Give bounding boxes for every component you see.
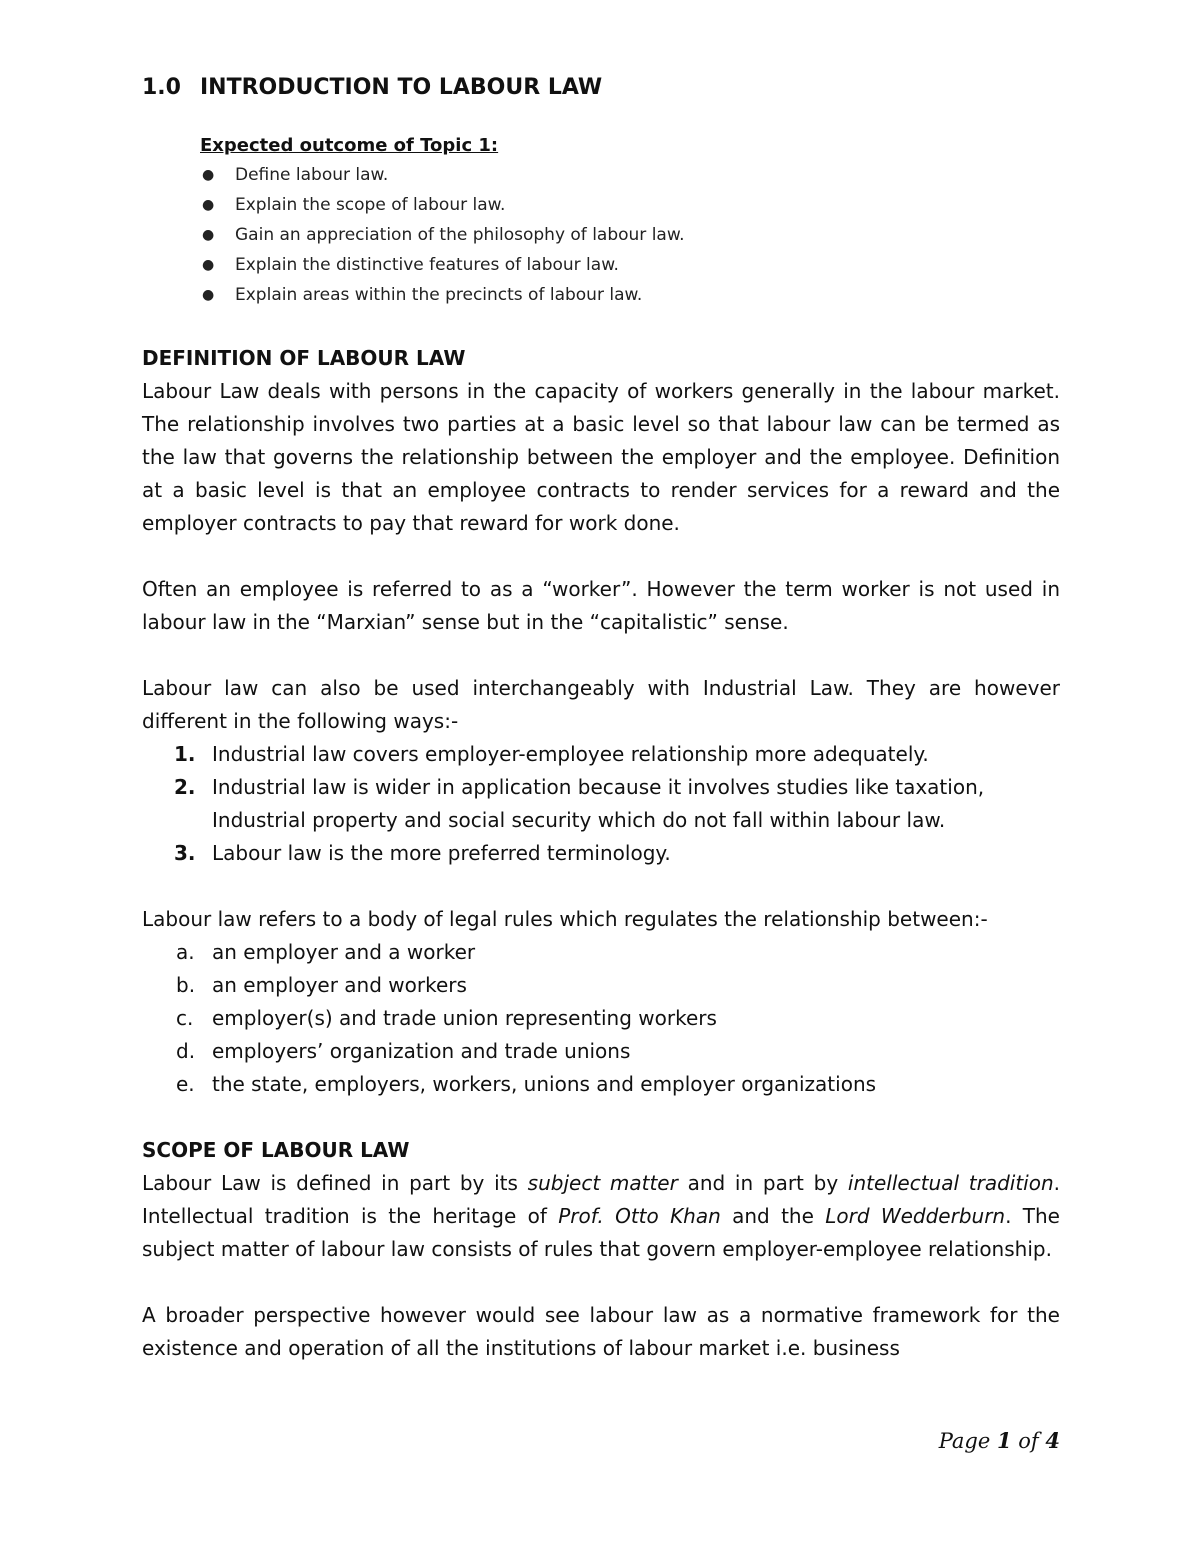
list-item: e. the state, employers, workers, unions and employer organizations: [176, 1072, 877, 1096]
list-item: a. an employer and a worker: [176, 940, 476, 964]
list-item: ● Explain areas within the precincts of labour law.: [200, 280, 1060, 310]
list-item: c. employer(s) and trade union representing workers: [176, 1006, 717, 1030]
list-item: b. an employer and workers: [176, 973, 467, 997]
definition-heading: DEFINITION OF LABOUR LAW: [142, 346, 466, 370]
section-number: 1.0: [142, 75, 181, 100]
list-item: ● Define labour law.: [200, 160, 1060, 190]
expected-outcome-title: Expected outcome of Topic 1:: [200, 135, 499, 156]
relationships-list: [142, 936, 1060, 1101]
list-item: ● Explain the distinctive features of labour law.: [200, 250, 1060, 280]
definition-paragraph-1: Labour Law deals with persons in the capacity of workers generally in the labour market. The relationship involves two parties at a basic level so that labour law can be termed as the law that governs the relationship between the employer and the employee. Definition at a basic level is that an employee contracts to render services for a reward and the employer contracts to pay that reward for work done.: [142, 379, 1060, 535]
differences-list: [142, 738, 1060, 870]
scope-paragraph-2: A broader perspective however would see labour law as a normative framework for the existence and operation of all the institutions of labour market i.e. business: [142, 1303, 1060, 1360]
scope-paragraph-1: Labour Law is defined in part by its subject matter and in part by intellectual tradition. Intellectual tradition is the heritage of Prof. Otto Khan and the Lord Wedderburn. The subject matter of labour law consists of rules that govern employer-employee relationship.: [142, 1171, 1060, 1261]
document-page: [142, 70, 1060, 1365]
list-item: 3. Labour law is the more preferred terminology.: [174, 841, 671, 865]
definition-paragraph-3: Labour law can also be used interchangeably with Industrial Law. They are however different in the following ways:-: [142, 676, 1060, 733]
scope-heading: SCOPE OF LABOUR LAW: [142, 1138, 410, 1162]
bullet-icon: ●: [202, 227, 215, 243]
definition-paragraph-2: Often an employee is referred to as a “worker”. However the term worker is not used in labour law in the “Marxian” sense but in the “capitalistic” sense.: [142, 577, 1060, 634]
list-item: ● Explain the scope of labour law.: [200, 190, 1060, 220]
bullet-icon: ●: [202, 167, 215, 183]
list-item: 2. Industrial law is wider in application because it involves studies like taxation, Industrial property and social security which do not fall within labour law.: [174, 775, 985, 832]
list-item: d. employers’ organization and trade unions: [176, 1039, 631, 1063]
bullet-icon: ●: [202, 197, 215, 213]
expected-outcome-block: [200, 132, 1060, 310]
section-title: INTRODUCTION TO LABOUR LAW: [200, 75, 603, 100]
bullet-icon: ●: [202, 287, 215, 303]
expected-outcome-list: [200, 160, 1060, 310]
page-number-footer: Page 1 of 4: [938, 1428, 1060, 1453]
definition-paragraph-4: Labour law refers to a body of legal rules which regulates the relationship between:-: [142, 907, 988, 931]
list-item: ● Gain an appreciation of the philosophy of labour law.: [200, 220, 1060, 250]
list-item: 1. Industrial law covers employer-employee relationship more adequately.: [174, 742, 929, 766]
bullet-icon: ●: [202, 257, 215, 273]
page-title: [142, 70, 1060, 106]
